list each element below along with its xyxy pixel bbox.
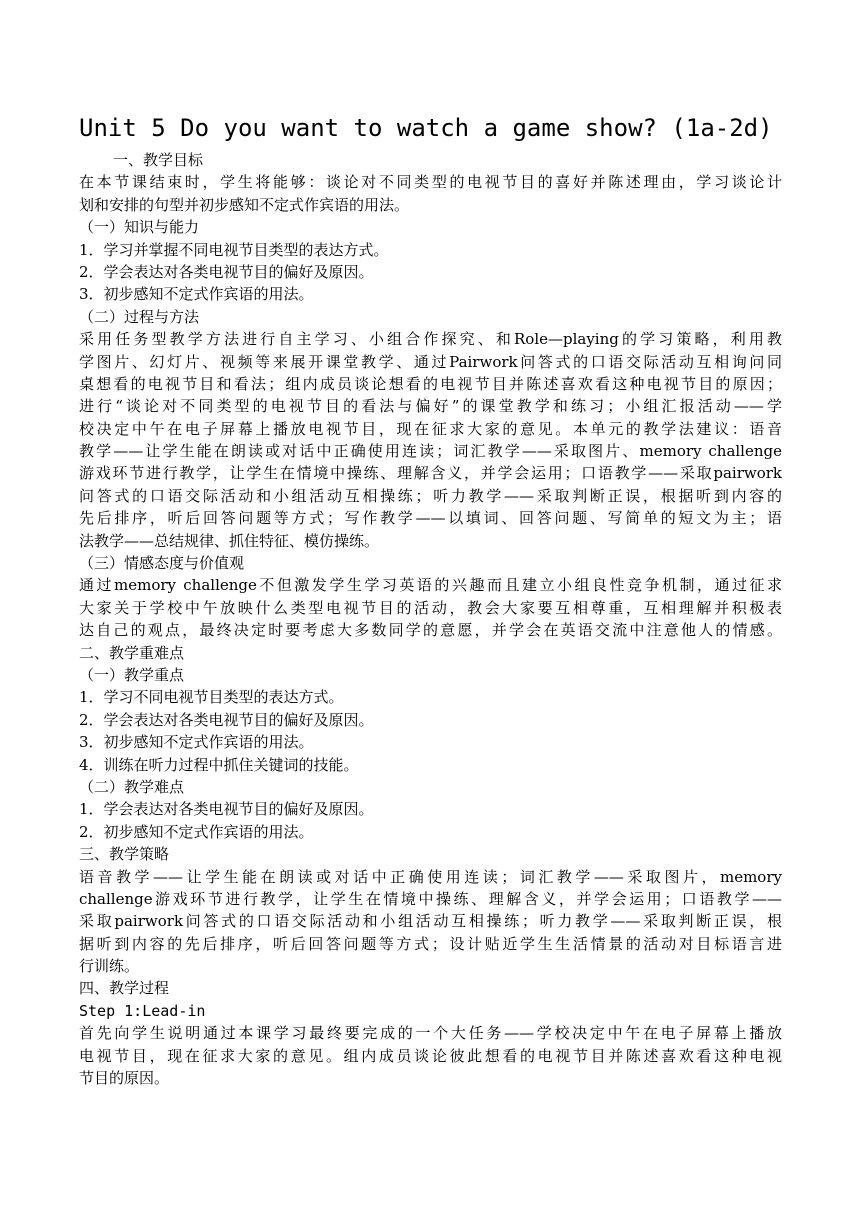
text-line: 二、教学重难点 — [79, 643, 185, 662]
text-line: 大家关于学校中午放映什么类型电视节目的活动，教会大家要互相尊重，互相理解并积极表 — [79, 598, 782, 617]
text-line: （二）过程与方法 — [79, 307, 200, 326]
text-line: 划和安排的句型并初步感知不定式作宾语的用法。 — [79, 195, 410, 214]
text-line: 进行“谈论对不同类型的电视节目的看法与偏好”的课堂教学和练习；小组汇报活动——学 — [79, 397, 782, 416]
text-line: 四、教学过程 — [79, 979, 170, 998]
text-line: （一）教学重点 — [79, 665, 185, 684]
text-line: 据听到内容的先后排序，听后回答问题等方式；设计贴近学生生活情景的活动对目标语言进 — [79, 934, 782, 953]
text-line: 一、教学目标 — [113, 151, 204, 169]
text-line: 行训练。 — [79, 957, 140, 976]
text-line: （三）情感态度与价值观 — [79, 554, 245, 573]
text-line: 达自己的观点，最终决定时要考虑大多数同学的意愿，并学会在英语交流中注意他人的情感。 — [79, 621, 782, 640]
text-line: 教学——让学生能在朗读或对话中正确使用连读；词汇教学——采取图片、memory challenge — [79, 442, 782, 461]
text-line: 语音教学——让学生能在朗读或对话中正确使用连读；词汇教学——采取图片，memory — [79, 867, 782, 886]
document-body — [79, 149, 782, 1089]
text-line: 2．学会表达对各类电视节目的偏好及原因。 — [79, 262, 374, 281]
text-line: 问答式的口语交际活动和小组活动互相操练；听力教学——采取判断正误，根据听到内容的 — [79, 486, 782, 505]
text-line: 3．初步感知不定式作宾语的用法。 — [79, 733, 314, 752]
text-line: 采取pairwork问答式的口语交际活动和小组活动互相操练；听力教学——采取判断正误，根 — [79, 912, 782, 931]
text-line: 通过memory challenge不但激发学生学习英语的兴趣而且建立小组良性竞争机制，通过征求 — [79, 576, 782, 595]
text-line: 3．初步感知不定式作宾语的用法。 — [79, 285, 314, 304]
text-line: （二）教学难点 — [79, 777, 185, 796]
text-line: 电视节目，现在征求大家的意见。组内成员谈论彼此想看的电视节目并陈述喜欢看这种电视 — [79, 1046, 782, 1065]
text-line: 法教学——总结规律、抓住特征、模仿操练。 — [79, 531, 380, 550]
document-title: Unit 5 Do you want to watch a game show? (1a-2d) — [79, 114, 773, 142]
text-line: 首先向学生说明通过本课学习最终要完成的一个大任务——学校决定中午在电子屏幕上播放 — [79, 1024, 782, 1043]
text-line: 校决定中午在电子屏幕上播放电视节目，现在征求大家的意见。本单元的教学法建议：语音 — [79, 419, 782, 438]
text-line: 采用任务型教学方法进行自主学习、小组合作探究、和Role—playing的学习策略，利用教 — [79, 330, 782, 349]
text-line: 游戏环节进行教学，让学生在情境中操练、理解含义，并学会运用；口语教学——采取pairwork — [79, 464, 782, 483]
text-line: 1．学习并掌握不同电视节目类型的表达方式。 — [79, 240, 389, 259]
text-line: 2．学会表达对各类电视节目的偏好及原因。 — [79, 710, 374, 729]
text-line: Step 1:Lead-in — [79, 1001, 206, 1020]
text-line: 先后排序，听后回答问题等方式；写作教学——以填词、回答问题、写简单的短文为主；语 — [79, 509, 782, 528]
text-line: 桌想看的电视节目和看法；组内成员谈论想看的电视节目并陈述喜欢看这种电视节目的原因； — [79, 374, 782, 393]
text-line: 在本节课结束时，学生将能够：谈论对不同类型的电视节目的喜好并陈述理由，学习谈论计 — [79, 173, 782, 192]
text-line: （一）知识与能力 — [79, 218, 200, 237]
text-line: 1．学会表达对各类电视节目的偏好及原因。 — [79, 800, 374, 819]
text-line: 节目的原因。 — [79, 1069, 170, 1088]
text-line: 1．学习不同电视节目类型的表达方式。 — [79, 688, 344, 707]
text-line: challenge游戏环节进行教学，让学生在情境中操练、理解含义，并学会运用；口语教学—— — [79, 889, 782, 908]
text-line: 2．初步感知不定式作宾语的用法。 — [79, 822, 314, 841]
text-line: 三、教学策略 — [79, 845, 170, 864]
text-line: 学图片、幻灯片、视频等来展开课堂教学、通过Pairwork问答式的口语交际活动互相询问同 — [79, 352, 782, 371]
text-line: 4．训练在听力过程中抓住关键词的技能。 — [79, 755, 359, 774]
